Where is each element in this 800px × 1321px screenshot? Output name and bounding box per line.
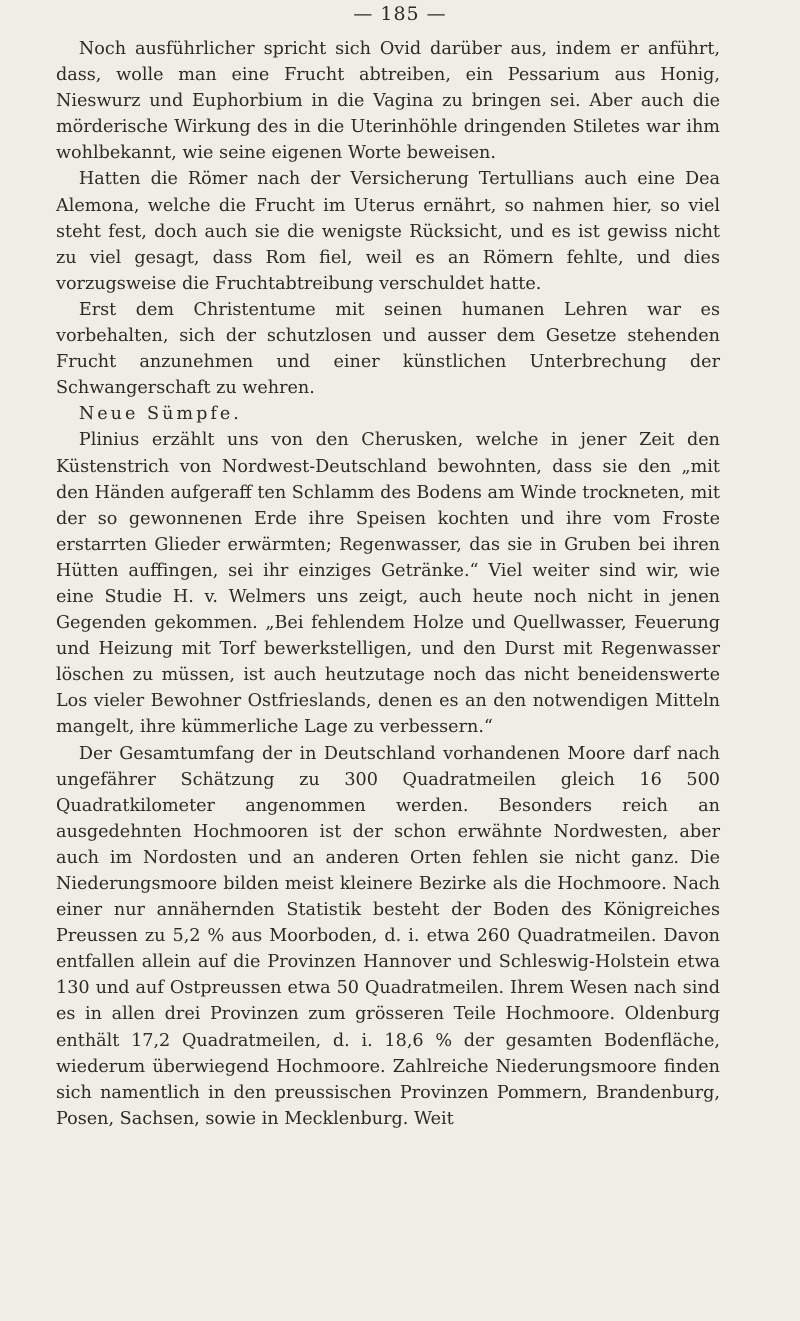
paragraph-plinius: Plinius erzählt uns von den Cherusken, welche in jener Zeit den Küstenstrich von Nordwest-Deutschland bewohnten, dass sie den „mit den Händen aufgeraff ten Schlamm des Bodens am Winde trockneten, mit der so gewonnenen Erde ihre Speisen kochten und ihre vom Froste erstarrten Glieder erwärmten; Regenwasser, das sie in Gruben bei ihren Hütten auffingen, sei ihr einziges Getränke.“ Viel weiter sind wir, wie eine Studie H. v. Welmers uns zeigt, auch heute noch nicht in jenen Gegenden gekommen. „Bei fehlendem Holze und Quellwasser, Feuerung und Heizung mit Torf bewerkstelligen, und den Durst mit Regenwasser löschen zu müssen, ist auch heutzutage noch das nicht beneidenswerte Los vieler Bewohner Ostfrieslands, denen es an den notwendigen Mitteln mangelt, ihre kümmerliche Lage zu verbessern.“ bbox=[56, 430, 720, 738]
paragraph-ovid: Noch ausführlicher spricht sich Ovid darüber aus, indem er anführt, dass, wolle man eine Frucht abtreiben, ein Pessarium aus Honig, Nieswurz und Euphorbium in die Vagina zu bringen sei. Aber auch die mörderische Wirkung des in die Uterinhöhle dringenden Stiletes war ihm wohlbekannt, wie seine eigenen Worte beweisen. bbox=[56, 39, 720, 164]
paragraph-christentum: Erst dem Christentume mit seinen humanen Lehren war es vorbehalten, sich der schutzlosen und ausser dem Gesetze stehenden Frucht anzunehmen und einer künstlichen Unterbrechung der Schwangerschaft zu wehren. bbox=[56, 299, 720, 399]
body-text bbox=[56, 36, 720, 1132]
paragraph-moore: Der Gesamtumfang der in Deutschland vorhandenen Moore darf nach ungefährer Schätzung zu 300 Quadratmeilen gleich 16 500 Quadratkilometer angenommen werden. Besonders reich an ausgedehnten Hochmooren ist der schon erwähnte Nordwesten, aber auch im Nordosten und an anderen Orten fehlen sie nicht ganz. Die Niederungsmoore bilden meist kleinere Bezirke als die Hochmoore. Nach einer nur annähernden Statistik besteht der Boden des Königreiches Preussen zu 5,2 % aus Moorboden, d. i. etwa 260 Quadratmeilen. Davon entfallen allein auf die Provinzen Hannover und Schleswig-Holstein etwa 130 und auf Ostpreussen etwa 50 Quadratmeilen. Ihrem Wesen nach sind es in allen drei Provinzen zum grösseren Teile Hochmoore. Oldenburg enthält 17,2 Quadratmeilen, d. i. 18,6 % der gesamten Bodenfläche, wiederum überwiegend Hochmoore. Zahlreiche Niederungsmoore finden sich namentlich in den preussischen Provinzen Pommern, Brandenburg, Posen, Sachsen, sowie in Mecklenburg. Weit bbox=[56, 743, 720, 1129]
section-heading: Neue Sümpfe. bbox=[78, 404, 242, 425]
paragraph-roemer: Hatten die Römer nach der Versicherung Tertullians auch eine Dea Alemona, welche die Frucht im Uterus ernährt, so nahmen hier, so viel steht fest, doch auch sie die wenigste Rücksicht, und es ist gewiss nicht zu viel gesagt, dass Rom fiel, weil es an Römern fehlte, und dies vorzugsweise die Fruchtabtreibung verschuldet hatte. bbox=[56, 169, 720, 294]
page-number: — 185 — bbox=[353, 3, 447, 25]
